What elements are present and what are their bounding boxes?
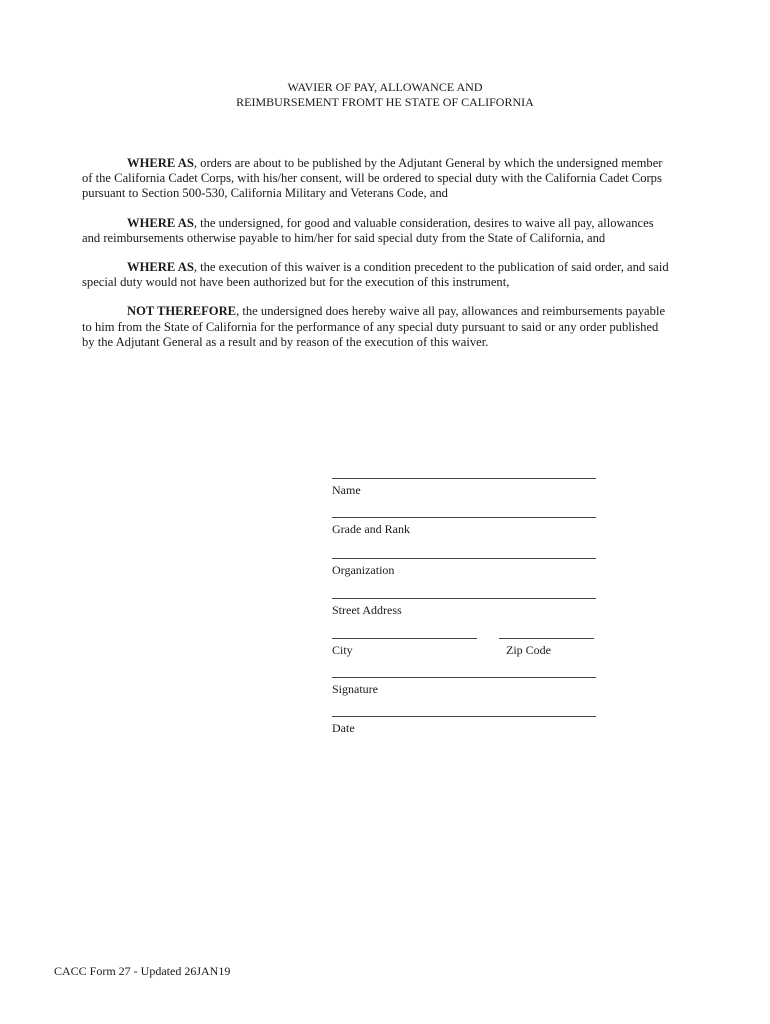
paragraph-1 (82, 156, 674, 202)
signature-line[interactable] (332, 677, 596, 678)
zip-code-field[interactable] (499, 638, 594, 657)
street-address-line[interactable] (332, 598, 596, 599)
organization-field[interactable] (332, 558, 596, 577)
paragraph-2-lead: WHERE AS (127, 215, 194, 230)
date-label: Date (332, 721, 355, 735)
street-address-label: Street Address (332, 603, 402, 617)
paragraph-4-lead: NOT THEREFORE (127, 304, 237, 319)
grade-rank-label: Grade and Rank (332, 522, 410, 536)
signature-label: Signature (332, 682, 378, 696)
street-address-field[interactable] (332, 598, 596, 617)
paragraph-2 (82, 216, 674, 246)
date-line[interactable] (332, 716, 596, 717)
waiver-body (82, 156, 674, 364)
city-label: City (332, 643, 353, 657)
zip-code-line[interactable] (499, 638, 594, 639)
grade-rank-field[interactable] (332, 517, 596, 536)
grade-rank-line[interactable] (332, 517, 596, 518)
title-line-2: REIMBURSEMENT FROMT HE STATE OF CALIFORNIA (236, 95, 534, 109)
paragraph-4 (82, 304, 674, 350)
name-field[interactable] (332, 478, 596, 497)
paragraph-1-text: , orders are about to be published by the Adjutant General by which the undersigned member of the California Cadet Corps, with his/her consent, will be ordered to special duty with the California Cadet Corps pursuant to Section 500-530, California Military and Veterans Code, and (82, 156, 663, 201)
form-footer: CACC Form 27 - Updated 26JAN19 (54, 964, 231, 978)
document-title (0, 80, 770, 110)
paragraph-4-text: , the undersigned does hereby waive all pay, allowances and reimbursements payable to him from the State of California for the performance of any special duty pursuant to said or any order published by the Adjutant General as a result and by reason of the execution of this waiver. (82, 304, 666, 349)
paragraph-3-text: , the execution of this waiver is a condition precedent to the publication of said order, and said special duty would not have been authorized but for the execution of this instrument, (82, 260, 669, 290)
name-label: Name (332, 483, 361, 497)
title-line-1: WAVIER OF PAY, ALLOWANCE AND (287, 80, 483, 94)
organization-label: Organization (332, 563, 395, 577)
date-field[interactable] (332, 716, 596, 735)
city-line[interactable] (332, 638, 477, 639)
paragraph-3 (82, 260, 674, 290)
signature-field[interactable] (332, 677, 596, 696)
paragraph-2-text: , the undersigned, for good and valuable consideration, desires to waive all pay, allowances and reimbursements otherwise payable to him/her for said special duty from the State of California, and (82, 215, 654, 245)
name-line[interactable] (332, 478, 596, 479)
city-field[interactable] (332, 638, 477, 657)
paragraph-3-lead: WHERE AS (127, 260, 194, 275)
paragraph-1-lead: WHERE AS (127, 156, 194, 170)
organization-line[interactable] (332, 558, 596, 559)
zip-code-label: Zip Code (506, 643, 551, 657)
